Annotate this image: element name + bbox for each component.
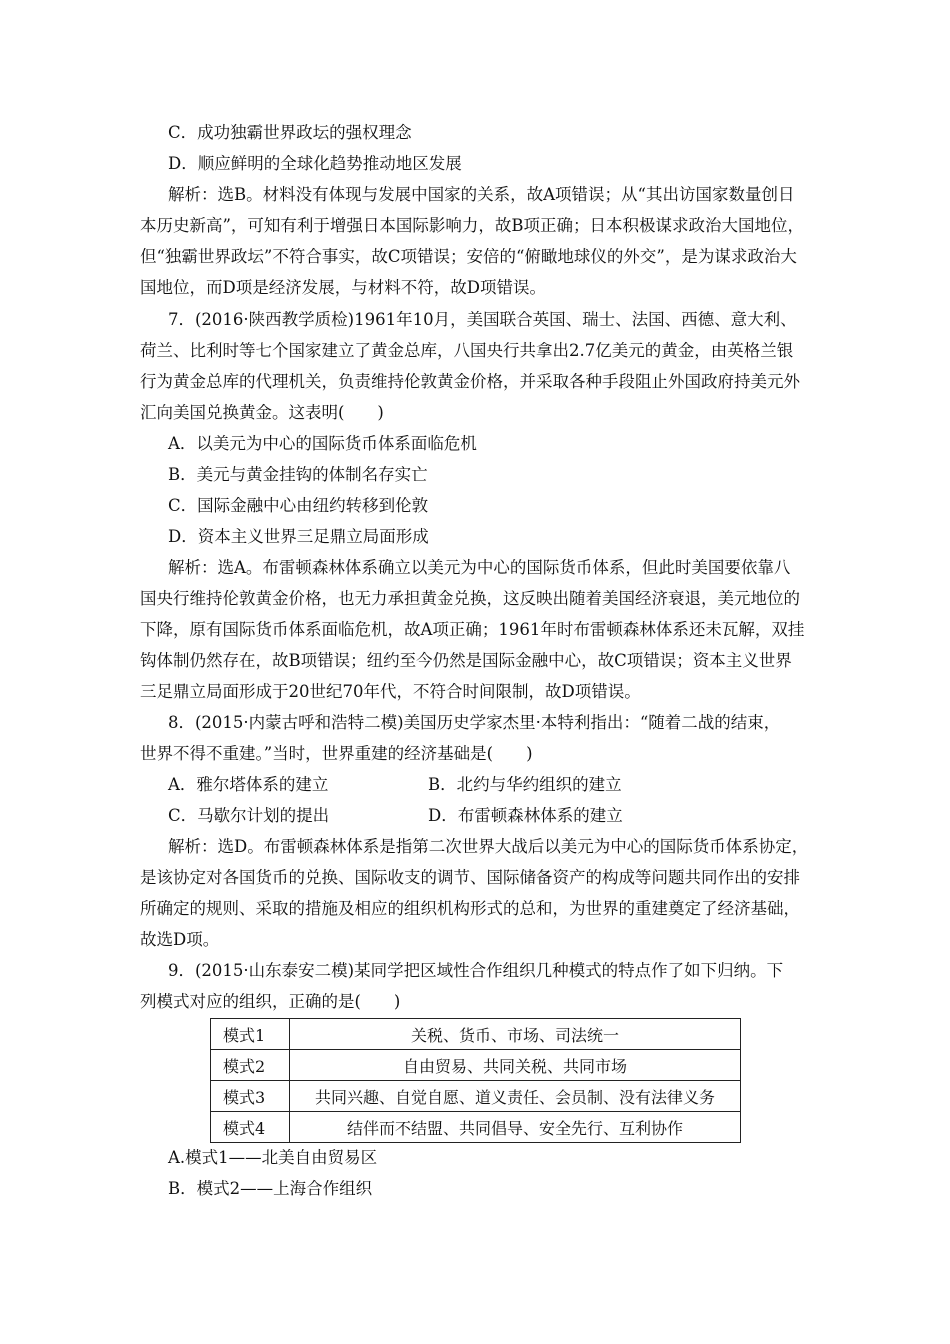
q9-option-a: A.模式1——北美自由贸易区 [168,1148,378,1167]
q6-analysis-line: 本历史新高”，可知有利于增强日本国际影响力，故B项正确；日本积极谋求政治大国地位， [140,216,805,235]
table-row [211,1019,741,1050]
q6-option-d: D．顺应鲜明的全球化趋势推动地区发展 [168,154,462,173]
q6-analysis-line: 国地位，而D项是经济发展，与材料不符，故D项错误。 [140,278,546,297]
q7-analysis-line: 国央行维持伦敦黄金价格，也无力承担黄金兑换，这反映出随着美国经济衰退，美元地位的 [140,589,800,608]
q7-stem-line: 7．(2016·陕西教学质检)1961年10月，美国联合英国、瑞士、法国、西德、意大利、 [168,310,797,329]
q8-analysis-line: 是该协定对各国货币的兑换、国际收支的调节、国际储备资产的构成等问题共同作出的安排 [140,868,800,887]
q6-analysis-line: 但“独霸世界政坛”不符合事实，故C项错误；安倍的“俯瞰地球仪的外交”，是为谋求政治大 [140,247,797,266]
q7-stem-line: 汇向美国兑换黄金。这表明( ) [140,403,384,422]
q7-option-c: C．国际金融中心由纽约转移到伦敦 [168,496,429,515]
q8-stem-line: 世界不得不重建。”当时，世界重建的经济基础是( ) [140,744,533,763]
q9-stem-line: 列模式对应的组织，正确的是( ) [140,992,401,1011]
mode-label: 模式2 [211,1050,290,1081]
q7-analysis-line: 下降，原有国际货币体系面临危机，故A项正确；1961年时布雷顿森林体系还未瓦解，双挂 [140,620,805,639]
q8-option-a: A．雅尔塔体系的建立 [168,775,329,794]
q7-analysis-line: 解析：选A。布雷顿森林体系确立以美元为中心的国际货币体系，但此时美国要依靠八 [168,558,791,577]
q8-option-d: D．布雷顿森林体系的建立 [428,806,623,825]
mode-description: 关税、货币、市场、司法统一 [290,1019,741,1050]
q6-option-c: C．成功独霸世界政坛的强权理念 [168,123,412,142]
q8-analysis-line: 所确定的规则、采取的措施及相应的组织机构形式的总和，为世界的重建奠定了经济基础， [140,899,800,918]
q7-stem-line: 行为黄金总库的代理机关，负责维持伦敦黄金价格，并采取各种手段阻止外国政府持美元外 [140,372,800,391]
q7-option-d: D．资本主义世界三足鼎立局面形成 [168,527,429,546]
q7-option-b: B．美元与黄金挂钩的体制名存实亡 [168,465,428,484]
mode-description: 结伴而不结盟、共同倡导、安全先行、互利协作 [290,1112,741,1143]
q8-option-c: C．马歇尔计划的提出 [168,806,330,825]
q8-stem-line: 8．(2015·内蒙古呼和浩特二模)美国历史学家杰里·本特利指出：“随着二战的结束， [168,713,781,732]
q8-analysis-line: 解析：选D。布雷顿森林体系是指第二次世界大战后以美元为中心的国际货币体系协定， [168,837,809,856]
q7-analysis-line: 钩体制仍然存在，故B项错误；纽约至今仍然是国际金融中心，故C项错误；资本主义世界 [140,651,792,670]
mode-label: 模式1 [211,1019,290,1050]
mode-table [210,1018,741,1143]
q9-option-b: B．模式2——上海合作组织 [168,1179,373,1198]
q6-analysis-line: 解析：选B。材料没有体现与发展中国家的关系，故A项错误；从“其出访国家数量创日 [168,185,795,204]
mode-label: 模式3 [211,1081,290,1112]
q7-option-a: A．以美元为中心的国际货币体系面临危机 [168,434,477,453]
q9-stem-line: 9．(2015·山东泰安二模)某同学把区域性合作组织几种模式的特点作了如下归纳。下 [168,961,784,980]
table-row [211,1112,741,1143]
q7-stem-line: 荷兰、比利时等七个国家建立了黄金总库，八国央行共拿出2.7亿美元的黄金，由英格兰银 [140,341,794,360]
mode-description: 共同兴趣、自觉自愿、道义责任、会员制、没有法律义务 [290,1081,741,1112]
q8-analysis-line: 故选D项。 [140,930,220,949]
mode-description: 自由贸易、共同关税、共同市场 [290,1050,741,1081]
q7-analysis-line: 三足鼎立局面形成于20世纪70年代，不符合时间限制，故D项错误。 [140,682,641,701]
mode-label: 模式4 [211,1112,290,1143]
table-row [211,1050,741,1081]
table-row [211,1081,741,1112]
q8-option-b: B．北约与华约组织的建立 [428,775,622,794]
